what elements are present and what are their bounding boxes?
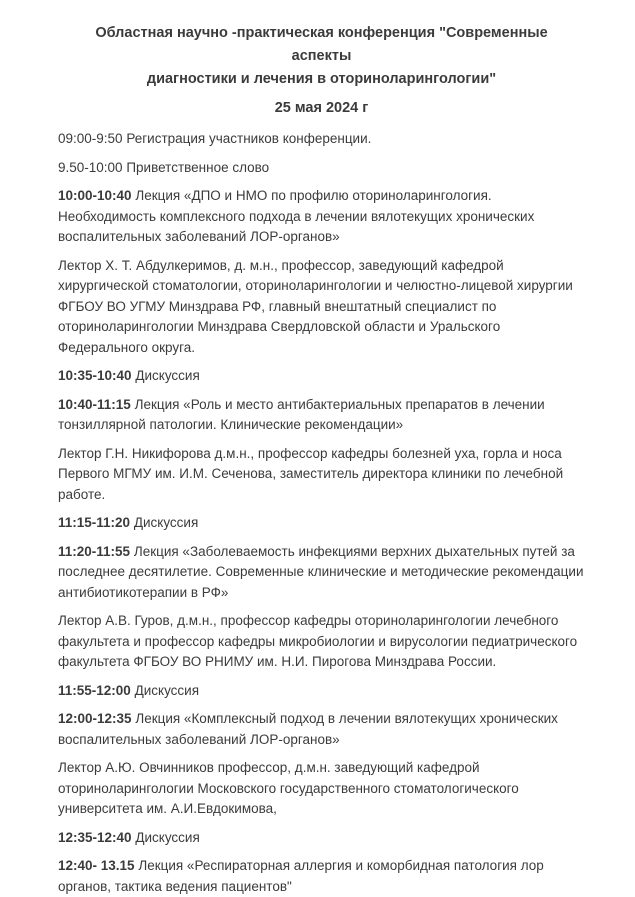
item-text: Дискуссия [134, 682, 200, 698]
conference-date: 25 мая 2024 г [274, 100, 369, 116]
schedule-item-discussion-3 [58, 681, 585, 702]
conference-title [64, 22, 579, 91]
schedule-item-discussion-2 [58, 513, 585, 534]
schedule-item-greeting [58, 158, 585, 179]
time-slot: 10:00-10:40 [58, 188, 132, 203]
time-slot: 09:00-9:50 [58, 131, 123, 146]
schedule-item-lecturer-1 [58, 256, 585, 359]
item-text: Лектор А.В. Гуров, д.м.н., профессор кафедры оториноларингологии лечебного факультета и профессор кафедры микробиологии и вирусологии педиатрического факультета ФГБОУ ВО РНИМУ им. Н.И. Пирогова Минздрава России. [58, 613, 578, 669]
schedule-item-lecture-3 [58, 542, 585, 604]
conference-title-line1: Областная научно -практическая конференция "Современные аспекты [95, 25, 548, 64]
conference-title-line2: диагностики и лечения в оториноларингологии" [146, 71, 497, 87]
schedule-item-lecture-4 [58, 709, 585, 750]
item-text: Приветственное слово [126, 159, 270, 175]
time-slot: 10:35-10:40 [58, 368, 132, 383]
item-text: Дискуссия [135, 368, 200, 383]
schedule-item-lecture-1 [58, 186, 585, 248]
schedule-item-lecture-5 [58, 856, 585, 897]
time-slot: 12:40- 13.15 [58, 858, 135, 873]
time-slot: 11:20-11:55 [58, 543, 131, 559]
item-text: Дискуссия [133, 515, 199, 530]
schedule-item-lecturer-4 [58, 758, 585, 820]
item-text: Лекция «Респираторная аллергия и коморбидная патология лор органов, тактика ведения пациентов" [58, 858, 544, 894]
schedule-list [58, 129, 585, 897]
time-slot: 11:55-12:00 [58, 682, 131, 698]
schedule-item-lecturer-3 [58, 611, 585, 673]
schedule-item-lecture-2 [58, 395, 585, 436]
schedule-item-discussion-1 [58, 366, 585, 387]
item-text: Лектор Г.Н. Никифорова д.м.н., профессор кафедры болезней уха, горла и носа Первого МГМУ им. И.М. Сеченова, заместитель директора клиники по лечебной работе. [58, 445, 564, 502]
item-text: Лекция «ДПО и НМО по профилю оториноларингология. Необходимость комплексного подхода в лечении вялотекущих хронических воспалительных заболеваний ЛОР-органов» [58, 188, 535, 244]
item-text: Дискуссия [135, 829, 200, 845]
item-text: Регистрация участников конференции. [126, 131, 372, 146]
schedule-item-lecturer-2 [58, 444, 585, 506]
item-text: Лекция «Роль и место антибактериальных препаратов в лечении тонзиллярной патологии. Клинические рекомендации» [58, 396, 545, 432]
schedule-item-discussion-4 [58, 828, 585, 849]
item-text: Лектор Х. Т. Абдулкеримов, д. м.н., профессор, заведующий кафедрой хирургической стоматологии, оториноларингологии и челюстно-лицевой хирургии ФГБОУ ВО УГМУ Минздрава РФ, главный внештатный специалист по оториноларингологии Минздрава Свердловской области и Уральского Федерального округа. [58, 257, 573, 355]
schedule-item-registration [58, 129, 585, 150]
time-slot: 12:00-12:35 [58, 711, 132, 726]
item-text: Лекция «Заболеваемость инфекциями верхних дыхательных путей за последнее десятилетие. Современные клинические и методические рекомендации антибиотикотерапии в РФ» [58, 543, 584, 600]
time-slot: 12:35-12:40 [58, 829, 132, 845]
item-text: Лектор А.Ю. Овчинников профессор, д.м.н. заведующий кафедрой оториноларингологии Московского государственного стоматологического университета им. А.И.Евдокимова, [58, 760, 519, 816]
time-slot: 10:40-11:15 [58, 396, 131, 412]
item-text: Лекция «Комплексный подход в лечении вялотекущих хронических воспалительных заболеваний ЛОР-органов» [58, 711, 558, 747]
time-slot: 9.50-10:00 [58, 159, 123, 175]
time-slot: 11:15-11:20 [58, 515, 131, 530]
